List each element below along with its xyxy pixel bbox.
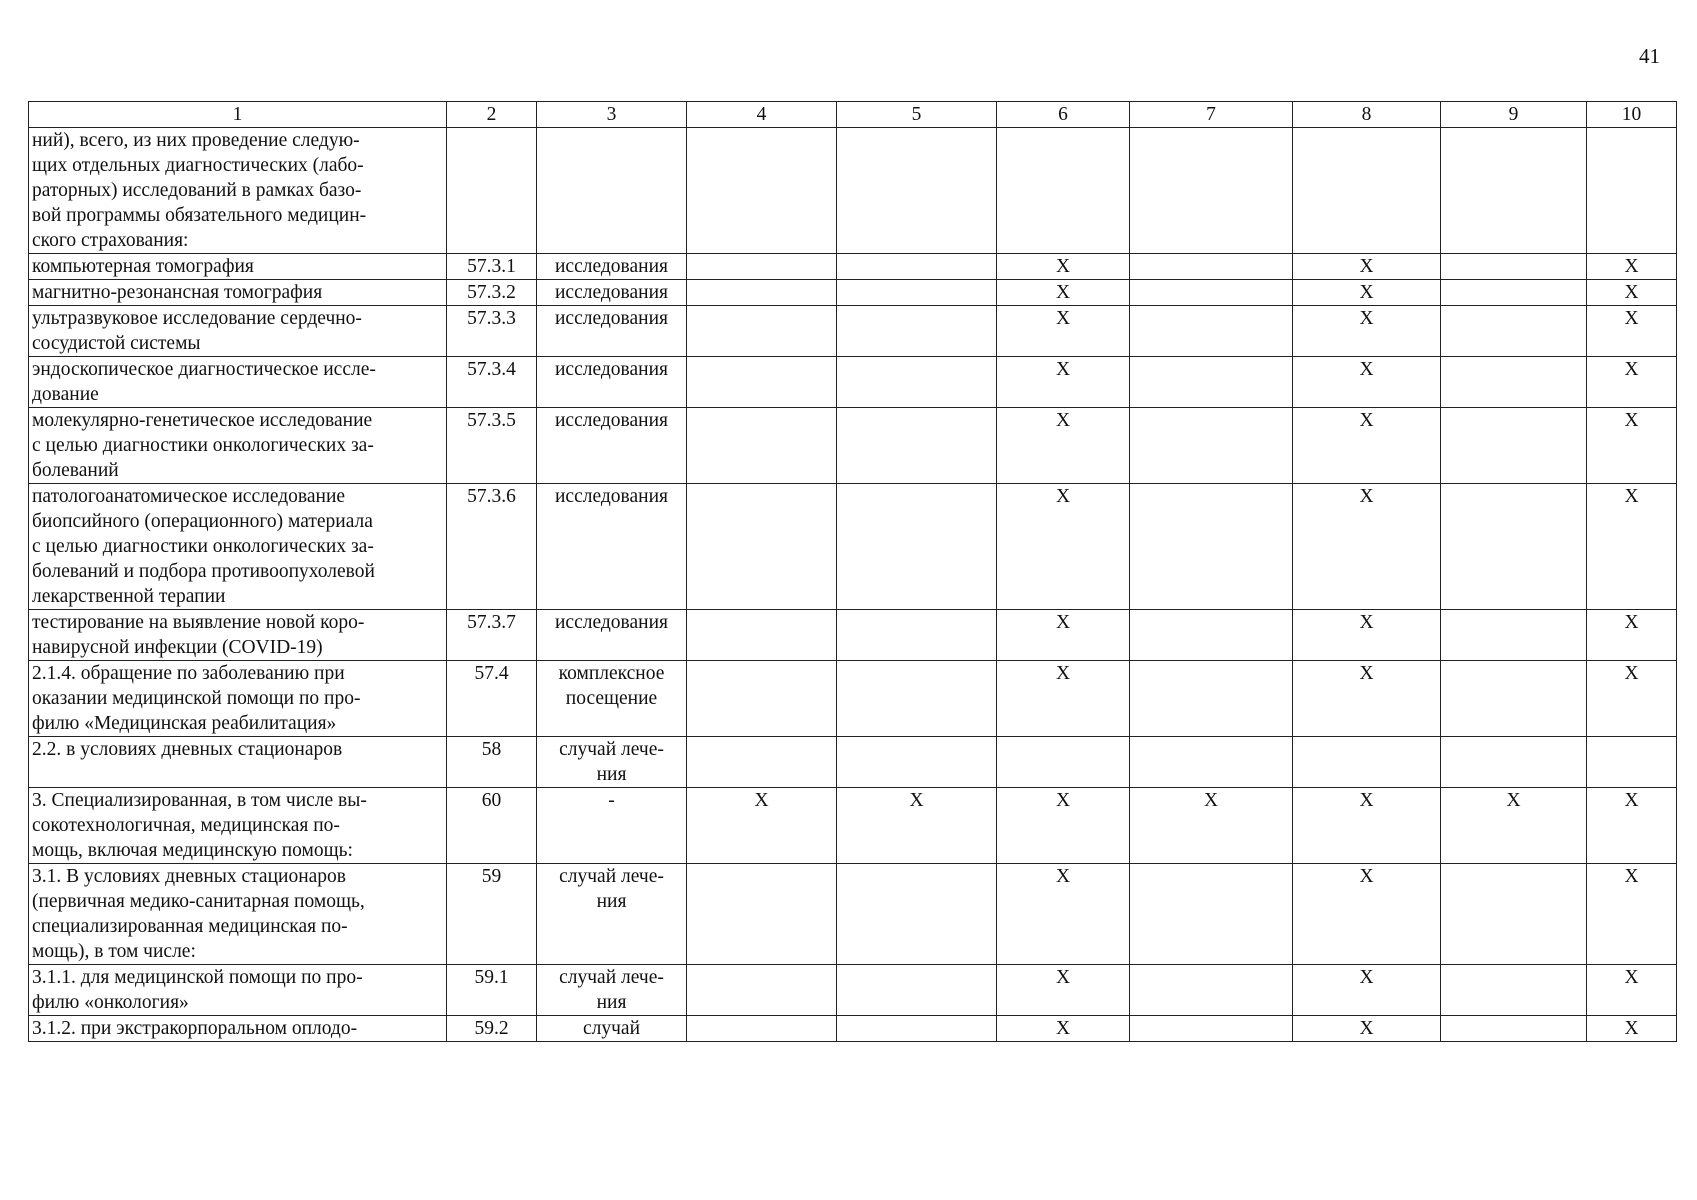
mark-cell-col-10: X: [1587, 965, 1677, 1016]
indicator-name-line: навирусной инфекции (COVID-19): [32, 637, 323, 658]
row-code: 57.3.1: [447, 254, 537, 280]
unit-line: случай лече-: [559, 967, 664, 988]
indicator-name-line: 3.1. В условиях дневных стационаров: [32, 866, 346, 887]
indicator-name-line: мощь), в том числе:: [32, 941, 196, 962]
mark-cell-col-5: X: [837, 788, 997, 864]
column-number-3: 3: [537, 102, 687, 128]
mark-cell-col-6: X: [997, 661, 1130, 737]
mark-cell-col-8: [1293, 128, 1441, 254]
row-code: 57.3.5: [447, 408, 537, 484]
mark-cell-col-9: [1441, 864, 1587, 965]
mark-cell-col-7: [1130, 306, 1293, 357]
mark-cell-col-9: [1441, 661, 1587, 737]
mark-cell-col-10: X: [1587, 306, 1677, 357]
indicator-table: [28, 101, 1677, 1042]
mark-cell-col-7: [1130, 864, 1293, 965]
unit-cell: [537, 408, 687, 484]
indicator-name-line: компьютерная томография: [32, 256, 254, 277]
row-code: 57.4: [447, 661, 537, 737]
indicator-name-cell: [29, 737, 447, 788]
indicator-name-cell: [29, 1016, 447, 1042]
mark-cell-col-6: X: [997, 357, 1130, 408]
mark-cell-col-10: X: [1587, 1016, 1677, 1042]
row-code: 57.3.4: [447, 357, 537, 408]
mark-cell-col-10: X: [1587, 280, 1677, 306]
mark-cell-col-6: X: [997, 484, 1130, 610]
page-number: 41: [1639, 44, 1660, 68]
indicator-name-line: ского страхования:: [32, 230, 189, 251]
indicator-name-line: болеваний: [32, 460, 119, 481]
mark-cell-col-8: X: [1293, 484, 1441, 610]
mark-cell-col-7: [1130, 661, 1293, 737]
unit-line: комплексное: [558, 663, 665, 684]
unit-cell: [537, 306, 687, 357]
unit-line: -: [608, 790, 615, 811]
mark-cell-col-10: X: [1587, 661, 1677, 737]
mark-cell-col-6: [997, 128, 1130, 254]
indicator-name-line: молекулярно-генетическое исследование: [32, 410, 373, 431]
row-code: 57.3.2: [447, 280, 537, 306]
indicator-name-line: филю «Медицинская реабилитация»: [32, 713, 337, 734]
row-code: 57.3.3: [447, 306, 537, 357]
unit-cell: [537, 1016, 687, 1042]
indicator-name-line: биопсийного (операционного) материала: [32, 511, 373, 532]
column-number-1: 1: [29, 102, 447, 128]
indicator-name-cell: [29, 661, 447, 737]
column-number-8: 8: [1293, 102, 1441, 128]
unit-cell: [537, 965, 687, 1016]
indicator-name-cell: [29, 306, 447, 357]
mark-cell-col-9: X: [1441, 788, 1587, 864]
row-code: 59.1: [447, 965, 537, 1016]
indicator-name-line: с целью диагностики онкологических за-: [32, 435, 374, 456]
mark-cell-col-8: X: [1293, 408, 1441, 484]
mark-cell-col-7: [1130, 737, 1293, 788]
mark-cell-col-9: [1441, 306, 1587, 357]
mark-cell-col-5: [837, 737, 997, 788]
column-number-row: [29, 102, 1677, 128]
indicator-name-line: мощь, включая медицинскую помощь:: [32, 840, 353, 861]
indicator-name-line: 3. Специализированная, в том числе вы-: [32, 790, 367, 811]
indicator-name-line: сокотехнологичная, медицинская по-: [32, 815, 340, 836]
indicator-name-cell: [29, 408, 447, 484]
mark-cell-col-4: [687, 306, 837, 357]
mark-cell-col-7: [1130, 484, 1293, 610]
mark-cell-col-10: X: [1587, 610, 1677, 661]
mark-cell-col-8: X: [1293, 254, 1441, 280]
column-number-2: 2: [447, 102, 537, 128]
row-code: 59: [447, 864, 537, 965]
mark-cell-col-10: X: [1587, 864, 1677, 965]
mark-cell-col-10: X: [1587, 484, 1677, 610]
indicator-name-line: 2.2. в условиях дневных стационаров: [32, 739, 343, 760]
table-row: [29, 788, 1677, 864]
unit-line: случай лече-: [559, 739, 664, 760]
mark-cell-col-7: [1130, 408, 1293, 484]
mark-cell-col-5: [837, 484, 997, 610]
mark-cell-col-5: [837, 610, 997, 661]
column-number-5: 5: [837, 102, 997, 128]
table-row: [29, 128, 1677, 254]
mark-cell-col-6: X: [997, 254, 1130, 280]
indicator-name-line: специализированная медицинская по-: [32, 916, 348, 937]
indicator-name-line: лекарственной терапии: [32, 586, 226, 607]
indicator-name-line: филю «онкология»: [32, 992, 189, 1013]
mark-cell-col-5: [837, 254, 997, 280]
mark-cell-col-4: [687, 965, 837, 1016]
mark-cell-col-6: X: [997, 965, 1130, 1016]
mark-cell-col-9: [1441, 737, 1587, 788]
indicator-name-cell: [29, 280, 447, 306]
mark-cell-col-4: X: [687, 788, 837, 864]
mark-cell-col-5: [837, 280, 997, 306]
mark-cell-col-8: X: [1293, 965, 1441, 1016]
indicator-name-line: вой программы обязательного медицин-: [32, 205, 367, 226]
mark-cell-col-4: [687, 254, 837, 280]
column-number-10: 10: [1587, 102, 1677, 128]
mark-cell-col-6: X: [997, 788, 1130, 864]
mark-cell-col-8: X: [1293, 788, 1441, 864]
unit-line: исследования: [555, 486, 668, 507]
indicator-name-cell: [29, 484, 447, 610]
mark-cell-col-7: X: [1130, 788, 1293, 864]
mark-cell-col-9: [1441, 408, 1587, 484]
mark-cell-col-9: [1441, 280, 1587, 306]
mark-cell-col-6: X: [997, 306, 1130, 357]
indicator-name-line: ний), всего, из них проведение следую-: [32, 130, 360, 151]
mark-cell-col-10: X: [1587, 254, 1677, 280]
indicator-name-line: эндоскопическое диагностическое иссле-: [32, 359, 376, 380]
column-number-6: 6: [997, 102, 1130, 128]
mark-cell-col-5: [837, 408, 997, 484]
mark-cell-col-8: X: [1293, 610, 1441, 661]
row-code: 58: [447, 737, 537, 788]
indicator-name-line: магнитно-резонансная томография: [32, 282, 323, 303]
indicator-name-line: оказании медицинской помощи по про-: [32, 688, 361, 709]
mark-cell-col-10: X: [1587, 788, 1677, 864]
mark-cell-col-4: [687, 737, 837, 788]
mark-cell-col-5: [837, 1016, 997, 1042]
mark-cell-col-4: [687, 1016, 837, 1042]
unit-cell: [537, 864, 687, 965]
mark-cell-col-6: X: [997, 610, 1130, 661]
mark-cell-col-4: [687, 280, 837, 306]
table-row: [29, 1016, 1677, 1042]
mark-cell-col-10: X: [1587, 357, 1677, 408]
table-row: [29, 864, 1677, 965]
table-row: [29, 280, 1677, 306]
mark-cell-col-6: X: [997, 408, 1130, 484]
mark-cell-col-4: [687, 128, 837, 254]
unit-cell: [537, 128, 687, 254]
mark-cell-col-5: [837, 306, 997, 357]
mark-cell-col-10: X: [1587, 408, 1677, 484]
unit-line: исследования: [555, 359, 668, 380]
mark-cell-col-6: [997, 737, 1130, 788]
indicator-name-line: патологоанатомическое исследование: [32, 486, 346, 507]
row-code: 60: [447, 788, 537, 864]
mark-cell-col-8: X: [1293, 280, 1441, 306]
indicator-name-cell: [29, 128, 447, 254]
indicator-name-cell: [29, 965, 447, 1016]
unit-line: исследования: [555, 308, 668, 329]
indicator-name-line: щих отдельных диагностических (лабо-: [32, 155, 364, 176]
indicator-name-line: сосудистой системы: [32, 333, 201, 354]
indicator-name-cell: [29, 864, 447, 965]
table-row: [29, 610, 1677, 661]
mark-cell-col-8: X: [1293, 1016, 1441, 1042]
unit-line: посещение: [565, 688, 658, 709]
mark-cell-col-7: [1130, 965, 1293, 1016]
mark-cell-col-7: [1130, 610, 1293, 661]
unit-line: исследования: [555, 612, 668, 633]
unit-cell: [537, 610, 687, 661]
mark-cell-col-9: [1441, 965, 1587, 1016]
mark-cell-col-10: [1587, 128, 1677, 254]
table-row: [29, 965, 1677, 1016]
mark-cell-col-6: X: [997, 280, 1130, 306]
unit-cell: [537, 357, 687, 408]
unit-cell: [537, 661, 687, 737]
indicator-name-cell: [29, 254, 447, 280]
mark-cell-col-9: [1441, 610, 1587, 661]
mark-cell-col-8: X: [1293, 357, 1441, 408]
indicator-name-line: дование: [32, 384, 99, 405]
indicator-name-line: (первичная медико-санитарная помощь,: [32, 891, 365, 912]
indicator-name-line: 2.1.4. обращение по заболеванию при: [32, 663, 345, 684]
mark-cell-col-7: [1130, 254, 1293, 280]
mark-cell-col-8: X: [1293, 661, 1441, 737]
column-number-4: 4: [687, 102, 837, 128]
mark-cell-col-5: [837, 864, 997, 965]
mark-cell-col-6: X: [997, 864, 1130, 965]
indicator-name-line: раторных) исследований в рамках базо-: [32, 180, 362, 201]
mark-cell-col-4: [687, 357, 837, 408]
table-row: [29, 306, 1677, 357]
unit-cell: [537, 484, 687, 610]
mark-cell-col-4: [687, 408, 837, 484]
mark-cell-col-4: [687, 610, 837, 661]
unit-line: случай: [582, 1018, 641, 1039]
indicator-name-line: с целью диагностики онкологических за-: [32, 536, 374, 557]
mark-cell-col-8: X: [1293, 864, 1441, 965]
mark-cell-col-9: [1441, 484, 1587, 610]
indicator-name-cell: [29, 788, 447, 864]
row-code: 57.3.6: [447, 484, 537, 610]
unit-line: исследования: [555, 282, 668, 303]
mark-cell-col-6: X: [997, 1016, 1130, 1042]
unit-cell: [537, 737, 687, 788]
mark-cell-col-5: [837, 357, 997, 408]
mark-cell-col-7: [1130, 357, 1293, 408]
mark-cell-col-5: [837, 661, 997, 737]
mark-cell-col-9: [1441, 128, 1587, 254]
row-code: 57.3.7: [447, 610, 537, 661]
row-code: [447, 128, 537, 254]
mark-cell-col-8: X: [1293, 306, 1441, 357]
indicator-name-line: 3.1.2. при экстракорпоральном оплодо-: [32, 1018, 358, 1039]
mark-cell-col-4: [687, 484, 837, 610]
indicator-name-cell: [29, 610, 447, 661]
mark-cell-col-8: [1293, 737, 1441, 788]
unit-line: ния: [596, 891, 627, 912]
column-number-9: 9: [1441, 102, 1587, 128]
mark-cell-col-10: [1587, 737, 1677, 788]
mark-cell-col-5: [837, 128, 997, 254]
unit-line: ния: [596, 992, 627, 1013]
mark-cell-col-4: [687, 661, 837, 737]
mark-cell-col-9: [1441, 1016, 1587, 1042]
unit-cell: [537, 280, 687, 306]
mark-cell-col-7: [1130, 1016, 1293, 1042]
indicator-name-cell: [29, 357, 447, 408]
table-row: [29, 408, 1677, 484]
mark-cell-col-5: [837, 965, 997, 1016]
unit-line: ния: [596, 764, 627, 785]
mark-cell-col-7: [1130, 128, 1293, 254]
table-row: [29, 254, 1677, 280]
column-number-7: 7: [1130, 102, 1293, 128]
indicator-name-line: тестирование на выявление новой коро-: [32, 612, 365, 633]
indicator-name-line: ультразвуковое исследование сердечно-: [32, 308, 362, 329]
mark-cell-col-9: [1441, 357, 1587, 408]
unit-line: исследования: [555, 410, 668, 431]
mark-cell-col-9: [1441, 254, 1587, 280]
unit-cell: [537, 254, 687, 280]
table-row: [29, 661, 1677, 737]
indicator-name-line: болеваний и подбора противоопухолевой: [32, 561, 375, 582]
table-row: [29, 737, 1677, 788]
mark-cell-col-4: [687, 864, 837, 965]
indicator-name-line: 3.1.1. для медицинской помощи по про-: [32, 967, 363, 988]
table-row: [29, 357, 1677, 408]
unit-line: случай лече-: [559, 866, 664, 887]
row-code: 59.2: [447, 1016, 537, 1042]
table-row: [29, 484, 1677, 610]
mark-cell-col-7: [1130, 280, 1293, 306]
unit-cell: [537, 788, 687, 864]
unit-line: исследования: [555, 256, 668, 277]
